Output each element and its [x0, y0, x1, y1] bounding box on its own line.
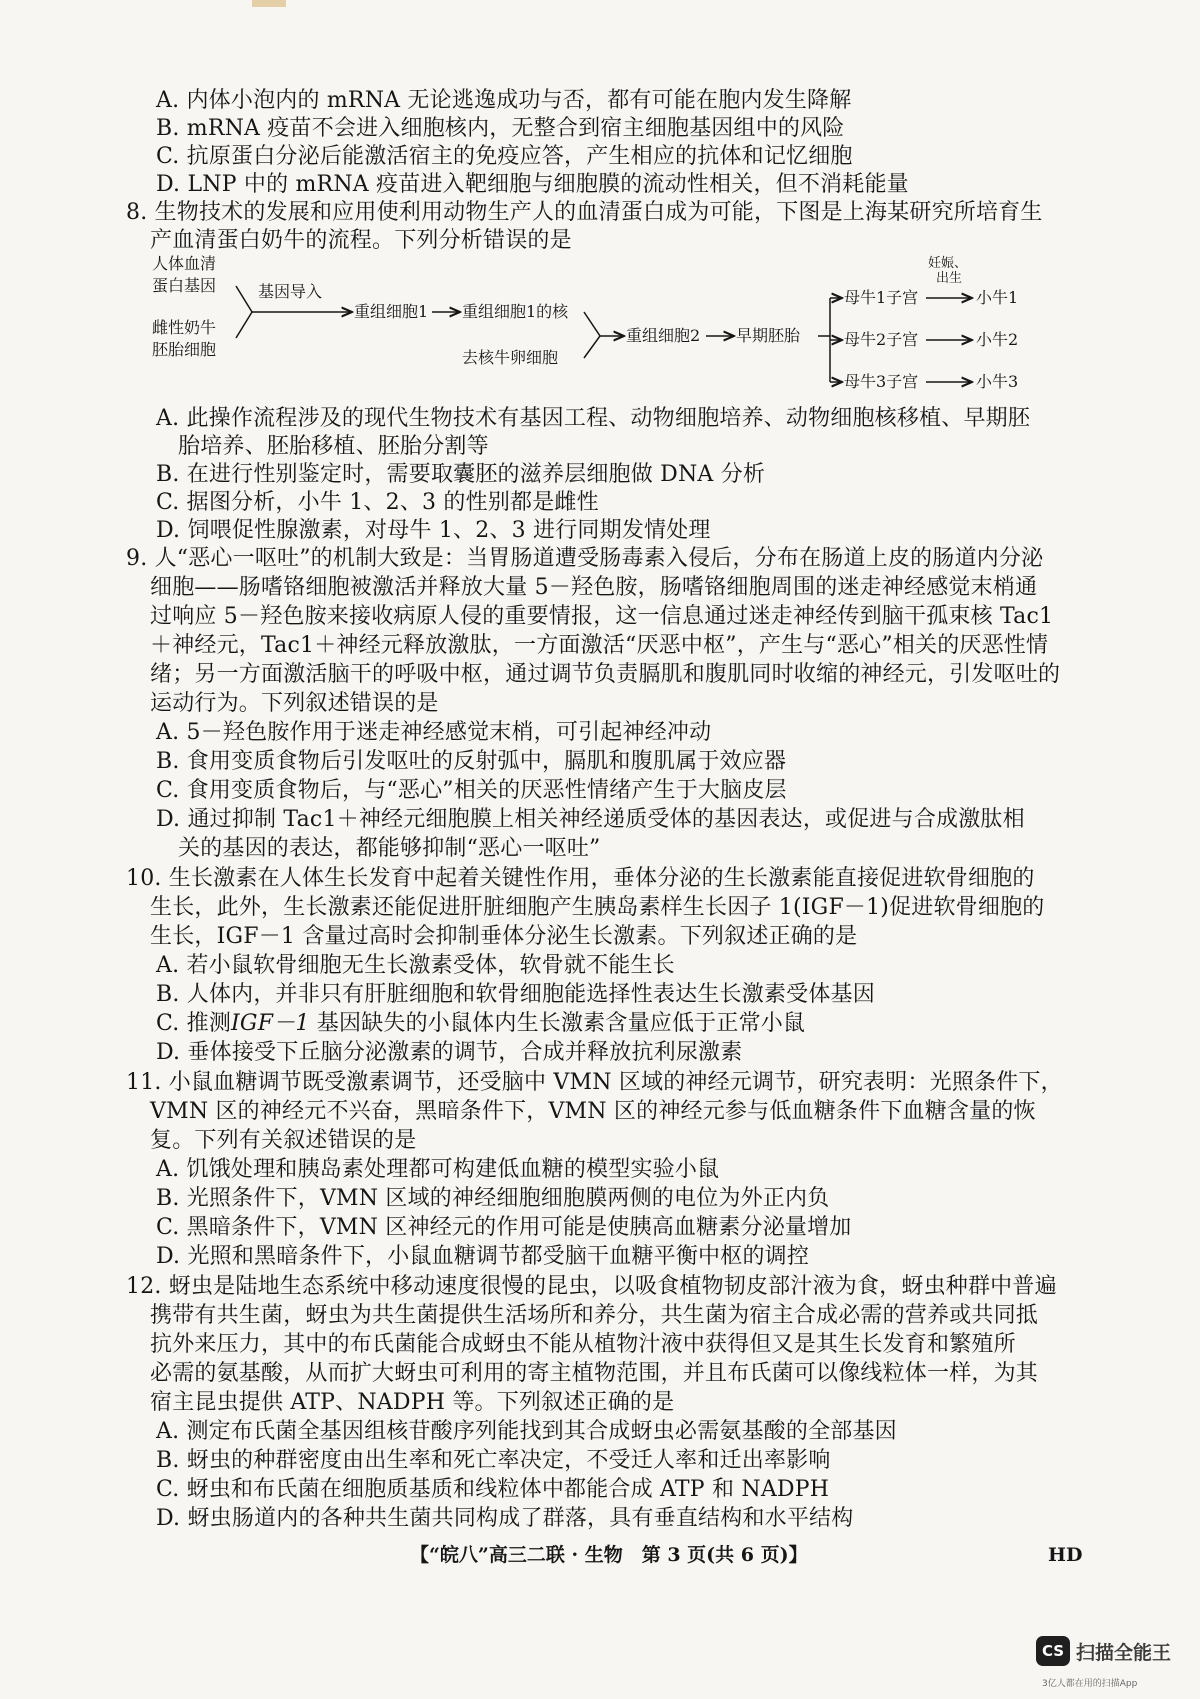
- q10-stem-line1: 10. 生长激素在人体生长发育中起着关键性作用，垂体分泌的生长激素能直接促进软骨细胞的: [126, 866, 1035, 891]
- q11-stem-line3: 复。下列有关叙述错误的是: [150, 1128, 417, 1153]
- q9-option-d-line1: D. 通过抑制 Tac1＋神经元细胞膜上相关神经递质受体的基因表达，或促进与合成激肽相: [156, 807, 1025, 832]
- q9-option-c: C. 食用变质食物后，与“恶心”相关的厌恶性情绪产生于大脑皮层: [156, 778, 787, 803]
- q12-stem-line5: 宿主昆虫提供 ATP、NADPH 等。下列叙述正确的是: [150, 1390, 675, 1415]
- q11-option-a: A. 饥饿处理和胰岛素处理都可构建低血糖的模型实验小鼠: [156, 1157, 720, 1182]
- diagram-step-label: 基因导入: [258, 282, 323, 301]
- q10-stem-line3: 生长，IGF－1 含量过高时会抑制垂体分泌生长激素。下列叙述正确的是: [150, 924, 858, 949]
- diagram-birth-label: 出生: [936, 271, 963, 286]
- scanner-logo-icon: CS: [1036, 1636, 1070, 1666]
- q11-option-d: D. 光照和黑暗条件下，小鼠血糖调节都受脑干血糖平衡中枢的调控: [156, 1244, 810, 1269]
- q10-option-c-text: 基因缺失的小鼠体内生长激素含量应低于正常小鼠: [309, 1011, 806, 1036]
- q12-option-a: A. 测定布氏菌全基因组核苷酸序列能找到其合成蚜虫必需氨基酸的全部基因: [156, 1419, 897, 1444]
- q8-option-d: D. 饲喂促性腺激素，对母牛 1、2、3 进行同期发情处理: [156, 518, 711, 543]
- q10-option-c-prefix: C. 推测: [156, 1011, 232, 1036]
- diagram-calf-2: 小牛2: [976, 330, 1019, 349]
- scanner-app-name: 扫描全能王: [1076, 1642, 1172, 1664]
- page-footer-code: HD: [1048, 1544, 1083, 1566]
- diagram-cow-3-uterus: 母牛3子宫: [844, 372, 919, 391]
- q12-option-d: D. 蚜虫肠道内的各种共生菌共同构成了群落，具有垂直结构和水平结构: [156, 1506, 854, 1531]
- q10-option-b: B. 人体内，并非只有肝脏细胞和软骨细胞能选择性表达生长激素受体基因: [156, 982, 875, 1007]
- diagram-gene-line2: 蛋白基因: [152, 276, 217, 295]
- q9-stem-line4: ＋神经元，Tac1＋神经元释放激肽，一方面激活“厌恶中枢”，产生与“恶心”相关的厌恶性情: [150, 633, 1049, 658]
- q9-stem-line6: 运动行为。下列叙述错误的是: [150, 691, 439, 716]
- q8-option-b: B. 在进行性别鉴定时，需要取囊胚的滋养层细胞做 DNA 分析: [156, 462, 766, 487]
- page-footer-title: 【“皖八”高三二联 · 生物 第 3 页(共 6 页)】: [410, 1544, 808, 1566]
- q11-stem-line1: 11. 小鼠血糖调节既受激素调节，还受脑中 VMN 区域的神经元调节，研究表明：光照条件下，: [126, 1070, 1063, 1095]
- q8-option-a-line2: 胎培养、胚胎移植、胚胎分割等: [178, 434, 489, 459]
- q9-option-a: A. 5－羟色胺作用于迷走神经感觉末梢，可引起神经冲动: [156, 720, 712, 745]
- q8-option-c: C. 据图分析，小牛 1、2、3 的性别都是雌性: [156, 490, 599, 515]
- diagram-early-embryo: 早期胚胎: [736, 326, 801, 345]
- q12-stem-line3: 抗外来压力，其中的布氏菌能合成蚜虫不能从植物汁液中获得但又是其生长发育和繁殖所: [150, 1332, 1016, 1357]
- q10-option-a: A. 若小鼠软骨细胞无生长激素受体，软骨就不能生长: [156, 953, 675, 978]
- diagram-cow-2-uterus: 母牛2子宫: [844, 330, 919, 349]
- q7-option-a: A. 内体小泡内的 mRNA 无论逃逸成功与否，都有可能在胞内发生降解: [156, 88, 852, 113]
- q8-stem-line2: 产血清蛋白奶牛的流程。下列分析错误的是: [150, 228, 572, 253]
- q9-stem-line1: 9. 人“恶心一呕吐”的机制大致是：当胃肠道遭受肠毒素入侵后，分布在肠道上皮的肠道内分泌: [126, 546, 1044, 571]
- diagram-calf-1: 小牛1: [976, 288, 1019, 307]
- diagram-recombinant-cell-1-nucleus: 重组细胞1的核: [462, 302, 569, 321]
- diagram-recombinant-cell-1: 重组细胞1: [354, 302, 429, 321]
- diagram-calf-3: 小牛3: [976, 372, 1019, 391]
- diagram-cow-1-uterus: 母牛1子宫: [844, 288, 919, 307]
- q11-stem-line2: VMN 区的神经元不兴奋，黑暗条件下，VMN 区的神经元参与低血糖条件下血糖含量的恢: [150, 1099, 1036, 1124]
- q12-stem-line4: 必需的氨基酸，从而扩大蚜虫可利用的寄主植物范围，并且布氏菌可以像线粒体一样，为其: [150, 1361, 1039, 1386]
- q11-option-c: C. 黑暗条件下，VMN 区神经元的作用可能是使胰高血糖素分泌量增加: [156, 1215, 852, 1240]
- q10-option-c: [156, 1009, 805, 1039]
- diagram-enucleated-egg: 去核牛卵细胞: [462, 348, 559, 367]
- diagram-cell-line1: 雌性奶牛: [152, 318, 217, 337]
- scanner-tagline: 3亿人都在用的扫描App: [1042, 1679, 1138, 1689]
- q12-option-c: C. 蚜虫和布氏菌在细胞质基质和线粒体中都能合成 ATP 和 NADPH: [156, 1477, 830, 1502]
- q8-stem-line1: 8. 生物技术的发展和应用使利用动物生产人的血清蛋白成为可能，下图是上海某研究所培育生: [126, 200, 1043, 225]
- q8-option-a-line1: A. 此操作流程涉及的现代生物技术有基因工程、动物细胞培养、动物细胞核移植、早期胚: [156, 406, 1031, 431]
- diagram-gene-line1: 人体血清: [152, 254, 217, 273]
- q11-option-b: B. 光照条件下，VMN 区域的神经细胞细胞膜两侧的电位为外正内负: [156, 1186, 830, 1211]
- scanner-watermark: [1036, 1632, 1186, 1692]
- diagram-pregnancy-label: 妊娠、: [928, 256, 968, 271]
- q9-stem-line2: 细胞——肠嗜铬细胞被激活并释放大量 5－羟色胺，肠嗜铬细胞周围的迷走神经感觉末梢通: [150, 575, 1038, 600]
- q10-option-d: D. 垂体接受下丘脑分泌激素的调节，合成并释放抗利尿激素: [156, 1040, 743, 1065]
- q9-stem-line5: 绪；另一方面激活脑干的呼吸中枢，通过调节负责膈肌和腹肌同时收缩的神经元，引发呕吐的: [150, 662, 1061, 687]
- q12-stem-line2: 携带有共生菌，蚜虫为共生菌提供生活场所和养分，共生菌为宿主合成必需的营养或共同抵: [150, 1303, 1039, 1328]
- q12-stem-line1: 12. 蚜虫是陆地生态系统中移动速度很慢的昆虫，以吸食植物韧皮部汁液为食，蚜虫种群中普遍: [126, 1274, 1057, 1299]
- q10-option-c-gene: IGF－1: [231, 1011, 310, 1036]
- q9-option-b: B. 食用变质食物后引发呕吐的反射弧中，膈肌和腹肌属于效应器: [156, 749, 787, 774]
- diagram-recombinant-cell-2: 重组细胞2: [626, 326, 701, 345]
- q10-stem-line2: 生长，此外，生长激素还能促进肝脏细胞产生胰岛素样生长因子 1(IGF－1)促进软骨细胞的: [150, 895, 1045, 920]
- q12-option-b: B. 蚜虫的种群密度由出生率和死亡率决定，不受迁人率和迁出率影响: [156, 1448, 831, 1473]
- q7-option-d: D. LNP 中的 mRNA 疫苗进入靶细胞与细胞膜的流动性相关，但不消耗能量: [156, 172, 909, 197]
- q9-option-d-line2: 关的基因的表达，都能够抑制“恶心一呕吐”: [178, 836, 601, 861]
- q7-option-c: C. 抗原蛋白分泌后能激活宿主的免疫应答，产生相应的抗体和记忆细胞: [156, 144, 853, 169]
- diagram-arrows: [0, 0, 1200, 420]
- q9-stem-line3: 过响应 5－羟色胺来接收病原人侵的重要情报，这一信息通过迷走神经传到脑干孤束核 Tac1: [150, 604, 1054, 629]
- q7-option-b: B. mRNA 疫苗不会进入细胞核内，无整合到宿主细胞基因组中的风险: [156, 116, 845, 141]
- diagram-cell-line2: 胚胎细胞: [152, 340, 217, 359]
